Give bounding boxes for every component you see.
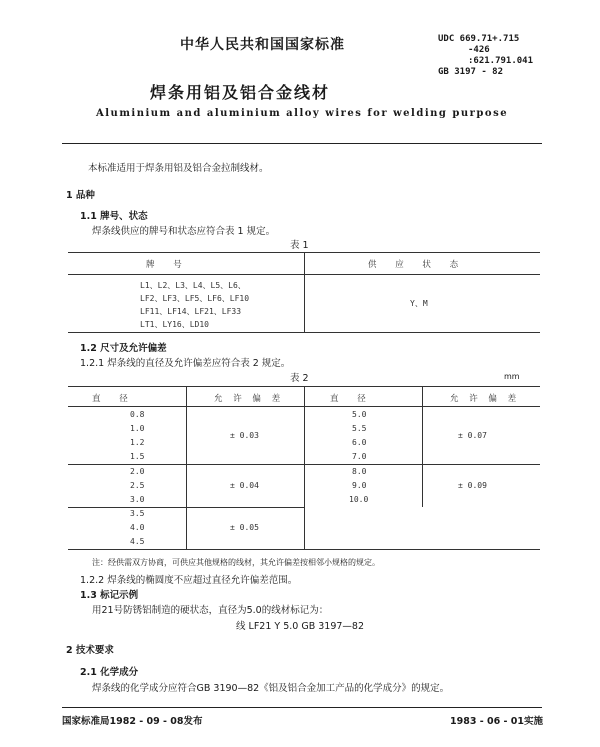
table2-diameter: 2.0 <box>130 467 145 476</box>
table2-col-tolerance: 允 许 偏 差 <box>214 394 285 404</box>
table2-col-diameter: 直 径 <box>330 394 374 404</box>
table2-diameter: 0.8 <box>130 410 145 419</box>
issued-date: 国家标准局1982 - 09 - 08发布 <box>62 716 203 727</box>
s1-2-heading: 1.2 尺寸及允许偏差 <box>80 343 167 354</box>
s1-1-text: 焊条线供应的牌号和状态应符合表 1 规定。 <box>92 226 276 237</box>
udc-line-1: UDC 669.71+.715 <box>438 34 520 44</box>
table2-diameter: 3.0 <box>130 495 145 504</box>
table1-col-grade: 牌 号 <box>146 260 190 270</box>
table2-col-diameter: 直 径 <box>92 394 136 404</box>
table2-col-tolerance: 允 许 偏 差 <box>450 394 521 404</box>
effective-date: 1983 - 06 - 01实施 <box>450 716 543 727</box>
table1-caption: 表 1 <box>290 240 309 251</box>
table1-state-value: Y、M <box>410 299 428 308</box>
table2-tolerance: ± 0.03 <box>230 431 259 440</box>
title-cn: 焊条用铝及铝合金线材 <box>150 83 331 102</box>
table2-tolerance: ± 0.05 <box>230 523 259 532</box>
table2-diameter: 6.0 <box>352 438 367 447</box>
table2-diameter: 1.0 <box>130 424 145 433</box>
table2-divider <box>422 386 423 507</box>
intro-text: 本标准适用于焊条用铝及铝合金拉制线材。 <box>88 163 269 174</box>
section1-heading: 1 品种 <box>66 190 95 201</box>
udc-line-3: :621.791.041 <box>468 56 534 66</box>
table2-diameter: 5.5 <box>352 424 367 433</box>
table2-diameter: 4.0 <box>130 523 145 532</box>
gb-number: GB 3197 - 82 <box>438 67 504 77</box>
table2-diameter: 9.0 <box>352 481 367 490</box>
s2-1-text: 焊条线的化学成分应符合GB 3190—82《铝及铝合金加工产品的化学成分》的规定。 <box>92 683 450 694</box>
table2-divider <box>304 386 305 549</box>
s1-3-text: 用21号防锈铝制造的硬状态，直径为5.0的线材标记为： <box>92 605 329 616</box>
section2-heading: 2 技术要求 <box>66 645 114 656</box>
s1-1-heading: 1.1 牌号、状态 <box>80 211 148 222</box>
table2-divider <box>186 386 187 549</box>
udc-block <box>438 34 533 78</box>
table1-bottom-line <box>68 332 540 333</box>
table2-diameter: 4.5 <box>130 537 145 546</box>
table2-tolerance: ± 0.04 <box>230 481 259 490</box>
table2-diameter: 2.5 <box>130 481 145 490</box>
table2-diameter: 5.0 <box>352 410 367 419</box>
table2-note: 注：经供需双方协商，可供应其他规格的线材，其允许偏差按相邻小规格的规定。 <box>92 558 380 567</box>
table1-divider <box>304 252 305 332</box>
title-en: Aluminium and aluminium alloy wires for welding purpose <box>96 108 509 119</box>
table2-diameter: 7.0 <box>352 452 367 461</box>
standard-org: 中华人民共和国国家标准 <box>180 37 345 53</box>
s1-2-1-text: 1.2.1 焊条线的直径及允许偏差应符合表 2 规定。 <box>80 358 291 369</box>
table2-tolerance: ± 0.09 <box>458 481 487 490</box>
s1-3-example: 线 LF21 Y 5.0 GB 3197—82 <box>236 621 364 632</box>
table2-diameter: 1.2 <box>130 438 145 447</box>
table1-grade-row: LF11、LF14、LF21、LF33 <box>140 307 242 316</box>
s1-3-heading: 1.3 标记示例 <box>80 590 139 601</box>
table2-diameter: 3.5 <box>130 509 145 518</box>
table1-col-state: 供 应 状 态 <box>368 260 467 270</box>
table2-diameter: 8.0 <box>352 467 367 476</box>
footer-rule <box>62 707 542 708</box>
table2-tolerance: ± 0.07 <box>458 431 487 440</box>
table2-bottom-line <box>68 549 540 550</box>
table2-diameter: 10.0 <box>349 495 369 504</box>
s1-2-2-text: 1.2.2 焊条线的椭圆度不应超过直径允许偏差范围。 <box>80 575 298 586</box>
table1-grade-row: L1、L2、L3、L4、L5、L6、 <box>140 281 246 290</box>
header-rule <box>62 143 542 144</box>
table2-caption: 表 2 <box>290 373 309 384</box>
table2-diameter: 1.5 <box>130 452 145 461</box>
table2-unit: mm <box>504 372 520 381</box>
s2-1-heading: 2.1 化学成分 <box>80 667 139 678</box>
table1-grade-row: LF2、LF3、LF5、LF6、LF10 <box>140 294 250 303</box>
table1-grade-row: LT1、LY16、LD10 <box>140 320 209 329</box>
udc-line-2: -426 <box>468 45 490 55</box>
